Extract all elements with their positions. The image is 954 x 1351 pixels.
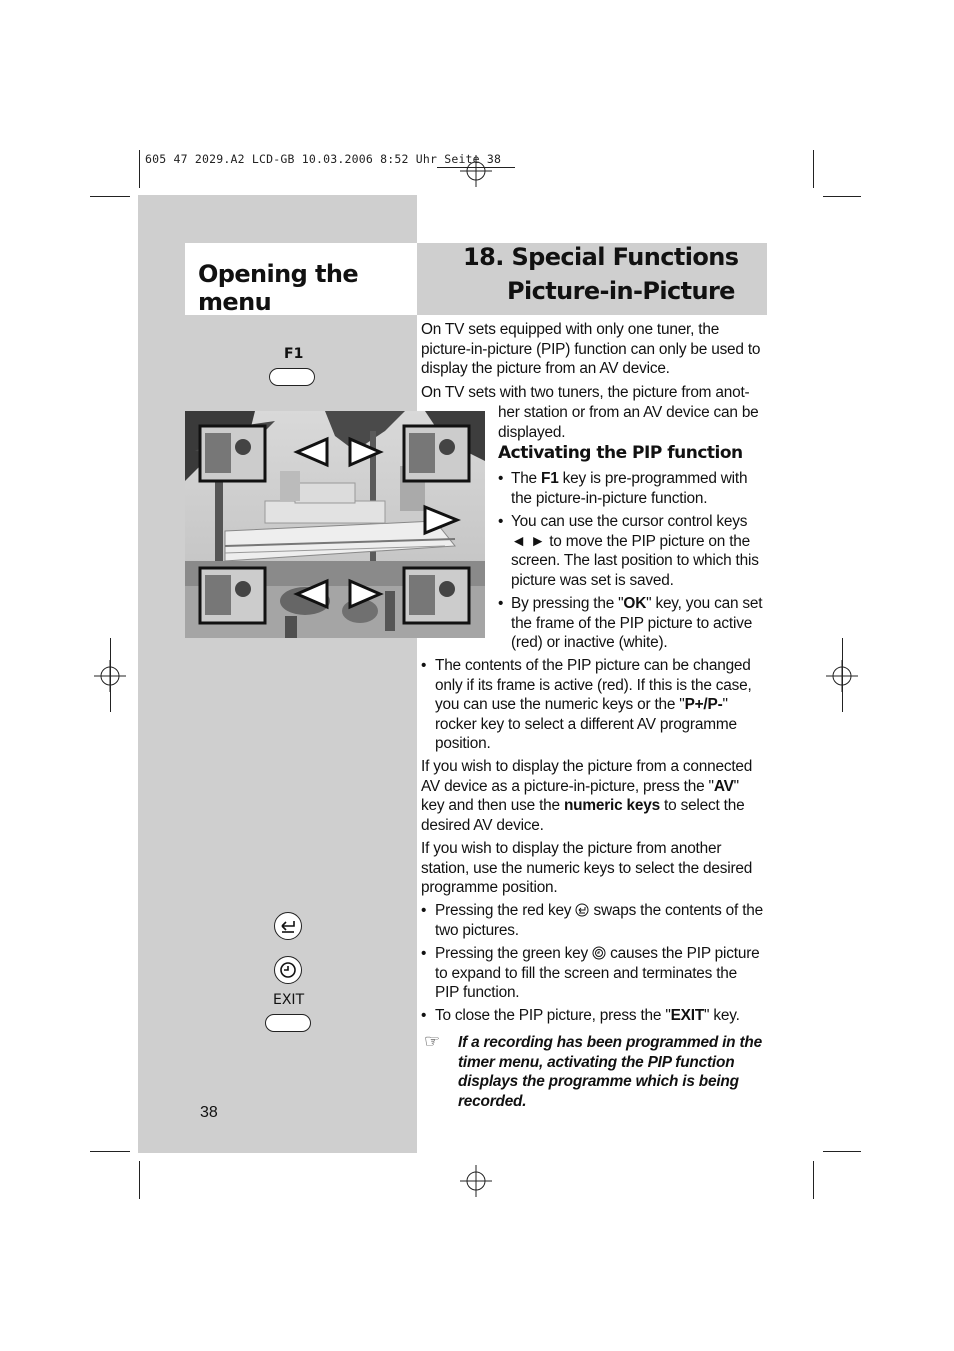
sidebar-panel [138, 195, 417, 1153]
crop-mark [139, 1161, 140, 1199]
intro-paragraph-2-line1: On TV sets with two tuners, the picture from anot- [421, 384, 750, 401]
key-name: EXIT [670, 1007, 705, 1024]
bullet-glyph: • [498, 513, 504, 530]
right-title-box [417, 243, 767, 315]
crop-mark [139, 150, 140, 188]
list-item-text: Pressing the green key [435, 945, 593, 962]
crop-mark [90, 1151, 130, 1152]
list-item-text: " key. [704, 1007, 740, 1024]
bullet-glyph: • [421, 1007, 427, 1024]
key-name: AV [713, 777, 734, 795]
green-key-clock-icon [592, 946, 606, 960]
key-name: F1 [541, 470, 559, 487]
pointing-hand-icon: ☞ [424, 1031, 441, 1052]
page-number: 38 [200, 1104, 218, 1121]
green-key-clock-icon [274, 956, 302, 984]
av-paragraph [421, 757, 763, 835]
list-item-text: By pressing the " [511, 595, 624, 612]
paragraph-text: " key and then use the [421, 777, 739, 814]
list-item-text: key is pre-programmed with the picture-in-picture function. [511, 470, 748, 507]
crop-mark [813, 1161, 814, 1199]
intro-paragraph-2-rest: her station or from an AV device can be displayed. [498, 404, 759, 441]
list-item-text: The [511, 470, 541, 487]
list-item [511, 594, 763, 653]
exit-key-button [265, 1014, 311, 1032]
key-name: numeric keys [563, 797, 660, 814]
bullet-glyph: • [421, 657, 427, 674]
page-title-left: Opening the menu [198, 260, 359, 316]
left-title-box [185, 243, 417, 315]
red-key-swap-icon [274, 912, 302, 940]
list-item [511, 512, 763, 590]
list-item-text: Pressing the red key [435, 902, 576, 919]
list-item [435, 656, 763, 754]
registration-mark-icon [460, 1165, 492, 1197]
key-name: OK [623, 595, 647, 612]
bullet-glyph: • [498, 470, 504, 487]
crop-mark [823, 196, 861, 197]
list-item [435, 901, 763, 940]
pip-screen-illustration [185, 411, 485, 638]
intro-paragraph-1: On TV sets equipped with only one tuner, the picture-in-picture (PIP) function can only be used to display the picture from an AV device. [421, 321, 761, 377]
bullet-glyph: • [498, 595, 504, 612]
list-item-text: To close the PIP picture, press the " [435, 1007, 671, 1024]
crop-mark [842, 638, 843, 712]
section-title: 18. Special Functions [463, 243, 739, 271]
list-item-text: " key, you can set the frame of the PIP picture to active (red) or inactive (white). [511, 595, 763, 651]
pip-photo-icon [185, 411, 485, 638]
list-item [435, 1006, 763, 1026]
f1-key-button [269, 368, 315, 386]
bullet-glyph: • [421, 945, 427, 962]
subheading: Activating the PIP function [498, 443, 743, 463]
paragraph-text: to select the desired AV device. [421, 797, 745, 834]
list-item-text: You can use the cursor control keys [511, 513, 748, 530]
list-item-text: swaps the contents of the two pictures. [435, 902, 763, 939]
print-info: 605 47 2029.A2 LCD-GB 10.03.2006 8:52 Uhr Seite 38 [145, 152, 502, 166]
crop-mark [823, 1151, 861, 1152]
list-item-text: " rocker key to select a different AV programme position. [435, 696, 737, 752]
registration-mark-icon [460, 155, 492, 187]
f1-key-label: F1 [284, 346, 304, 362]
key-name: P+/P- [684, 696, 723, 713]
red-key-swap-icon [575, 903, 589, 917]
station-paragraph: If you wish to display the picture from another station, use the numeric keys to select the desired programme position. [421, 840, 753, 896]
list-item [511, 469, 763, 508]
cursor-keys-icon: ◄ ► [511, 532, 546, 550]
crop-mark [813, 150, 814, 188]
list-item-text: The contents of the PIP picture can be changed only if its frame is active (red). If this is the case, you can use the numeric keys or the " [435, 657, 752, 713]
crop-mark [90, 196, 130, 197]
bullet-glyph: • [421, 902, 427, 919]
note-text: If a recording has been programmed in the timer menu, activating the PIP function displays the programme which is being recorded. [458, 1034, 762, 1110]
list-item-text: to move the PIP picture on the screen. The last position to which this picture was set is saved. [511, 532, 759, 589]
list-item-text: causes the PIP picture to expand to fill the screen and terminates the PIP function. [435, 945, 760, 1001]
exit-key-label: EXIT [273, 992, 305, 1008]
list-item [435, 944, 763, 1003]
section-subtitle: Picture-in-Picture [507, 277, 735, 305]
crop-mark [110, 638, 111, 712]
paragraph-text: If you wish to display the picture from a connected AV device as a picture-in-picture, press the " [421, 758, 753, 795]
